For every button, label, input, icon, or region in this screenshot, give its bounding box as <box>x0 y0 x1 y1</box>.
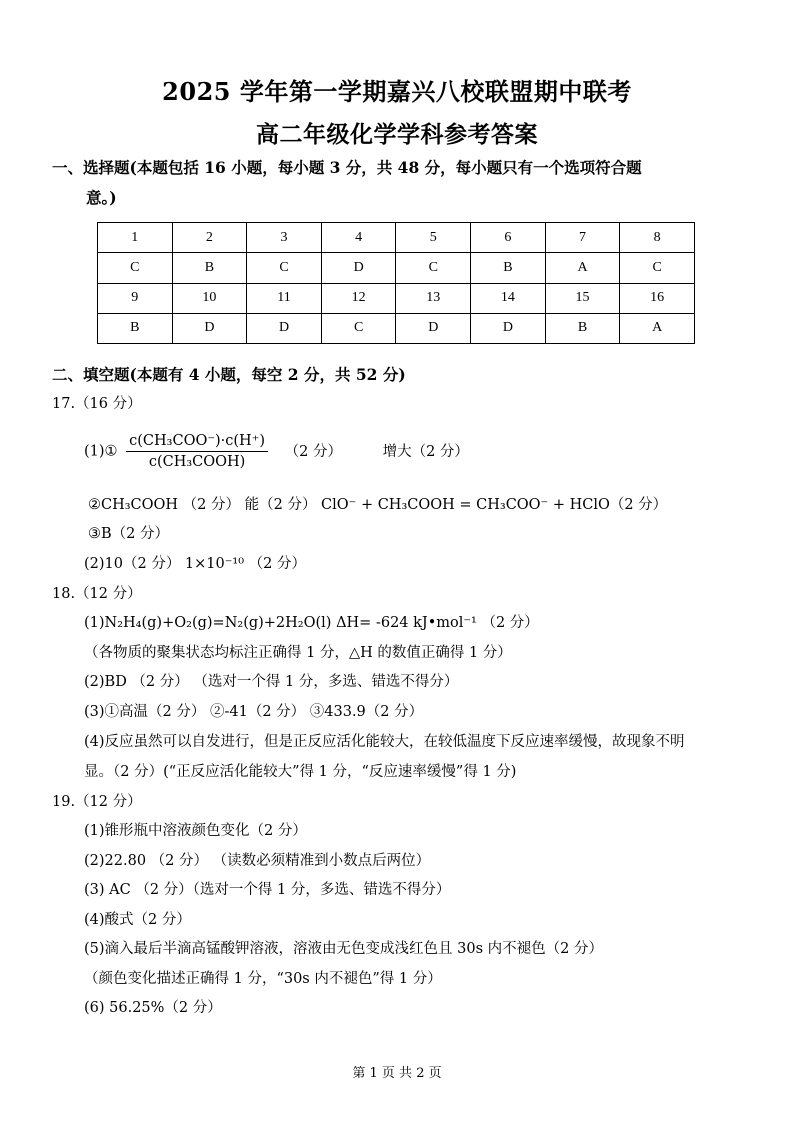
table-cell: C <box>620 253 695 283</box>
table-row <box>98 253 695 283</box>
q18-line3: (2)BD （2 分） （选对一个得 1 分，多选、错选不得分） <box>84 674 459 690</box>
q17-part1-label: (1)① <box>84 443 118 460</box>
table-cell: D <box>247 313 322 343</box>
q19-line4: (4)酸式（2 分） <box>84 912 191 928</box>
q17-part1 <box>84 432 469 471</box>
q19-title: 19.（12 分） <box>52 794 142 810</box>
table-cell: 6 <box>471 223 546 253</box>
ka-denominator: c(CH₃COOH) <box>148 454 246 470</box>
table-cell: 14 <box>471 283 546 313</box>
table-cell: A <box>620 313 695 343</box>
q18-line4: (3)①高温（2 分） ②-41（2 分） ③433.9（2 分） <box>84 704 424 720</box>
table-cell: 7 <box>545 223 620 253</box>
table-row <box>98 313 695 343</box>
q17-line2: ②CH₃COOH （2 分） 能（2 分） ClO⁻ + CH₃COOH = CH₃COO⁻ + HClO（2 分） <box>88 497 668 513</box>
table-cell: D <box>321 253 396 283</box>
q19-line1: (1)锥形瓶中溶液颜色变化（2 分） <box>84 823 307 839</box>
table-cell: C <box>396 253 471 283</box>
table-cell: 15 <box>545 283 620 313</box>
table-cell: 9 <box>98 283 173 313</box>
q19-line2: (2)22.80 （2 分） （读数必须精准到小数点后两位） <box>84 853 431 869</box>
table-cell: 3 <box>247 223 322 253</box>
table-cell: 2 <box>172 223 247 253</box>
table-row <box>98 283 695 313</box>
table-cell: 13 <box>396 283 471 313</box>
choice-answer-table <box>97 222 695 344</box>
q18-line1: (1)N₂H₄(g)+O₂(g)=N₂(g)+2H₂O(l) ΔH= -624 kJ•mol⁻¹ （2 分） <box>84 615 539 631</box>
q17-line4: (2)10（2 分） 1×10⁻¹⁰ （2 分） <box>84 556 306 572</box>
page-number: 第 1 页 共 2 页 <box>352 1066 442 1081</box>
table-cell: D <box>172 313 247 343</box>
q19-line7: (6) 56.25%（2 分） <box>84 1000 222 1016</box>
table-cell: B <box>471 253 546 283</box>
page-title: 2025 学年第一学期嘉兴八校联盟期中联考 <box>162 77 632 106</box>
table-cell: 16 <box>620 283 695 313</box>
q18-line6: 显。（2 分）(“正反应活化能较大”得 1 分，“反应速率缓慢”得 1 分) <box>84 764 517 780</box>
table-cell: 11 <box>247 283 322 313</box>
table-cell: C <box>247 253 322 283</box>
table-cell: 4 <box>321 223 396 253</box>
q17-part1-score: （2 分） <box>284 443 342 460</box>
q17-part1-answer2: 增大（2 分） <box>382 443 469 460</box>
table-cell: A <box>545 253 620 283</box>
q19-line5: (5)滴入最后半滴高锰酸钾溶液，溶液由无色变成浅红色且 30s 内不褪色（2 分） <box>84 941 603 957</box>
table-cell: 5 <box>396 223 471 253</box>
table-cell: B <box>172 253 247 283</box>
ka-numerator: c(CH₃COO⁻)·c(H⁺) <box>126 432 268 452</box>
table-cell: 12 <box>321 283 396 313</box>
q19-line6: （颜色变化描述正确得 1 分，“30s 内不褪色”得 1 分） <box>84 971 442 987</box>
table-cell: B <box>545 313 620 343</box>
table-row <box>98 223 695 253</box>
section1-heading-cont: 意。) <box>86 188 117 207</box>
table-cell: D <box>471 313 546 343</box>
q18-title: 18.（12 分） <box>52 586 142 602</box>
table-cell: 10 <box>172 283 247 313</box>
section2-heading: 二、填空题(本题有 4 小题，每空 2 分，共 52 分) <box>52 365 406 384</box>
table-cell: B <box>98 313 173 343</box>
table-cell: C <box>98 253 173 283</box>
table-cell: 8 <box>620 223 695 253</box>
table-cell: D <box>396 313 471 343</box>
q17-title: 17.（16 分） <box>52 396 142 412</box>
table-cell: 1 <box>98 223 173 253</box>
section1-heading: 一、选择题(本题包括 16 小题，每小题 3 分，共 48 分，每小题只有一个选项符合题 <box>52 158 642 177</box>
q19-line3: (3) AC （2 分）（选对一个得 1 分，多选、错选不得分） <box>84 882 451 898</box>
q17-line3: ③B（2 分） <box>88 526 169 542</box>
table-cell: C <box>321 313 396 343</box>
ka-expression <box>126 432 268 471</box>
page-subtitle: 高二年级化学学科参考答案 <box>256 121 538 148</box>
q18-line5: (4)反应虽然可以自发进行，但是正反应活化能较大，在较低温度下反应速率缓慢，故现象不明 <box>84 734 685 750</box>
q18-line2: （各物质的聚集状态均标注正确得 1 分，△H 的数值正确得 1 分） <box>84 645 512 661</box>
